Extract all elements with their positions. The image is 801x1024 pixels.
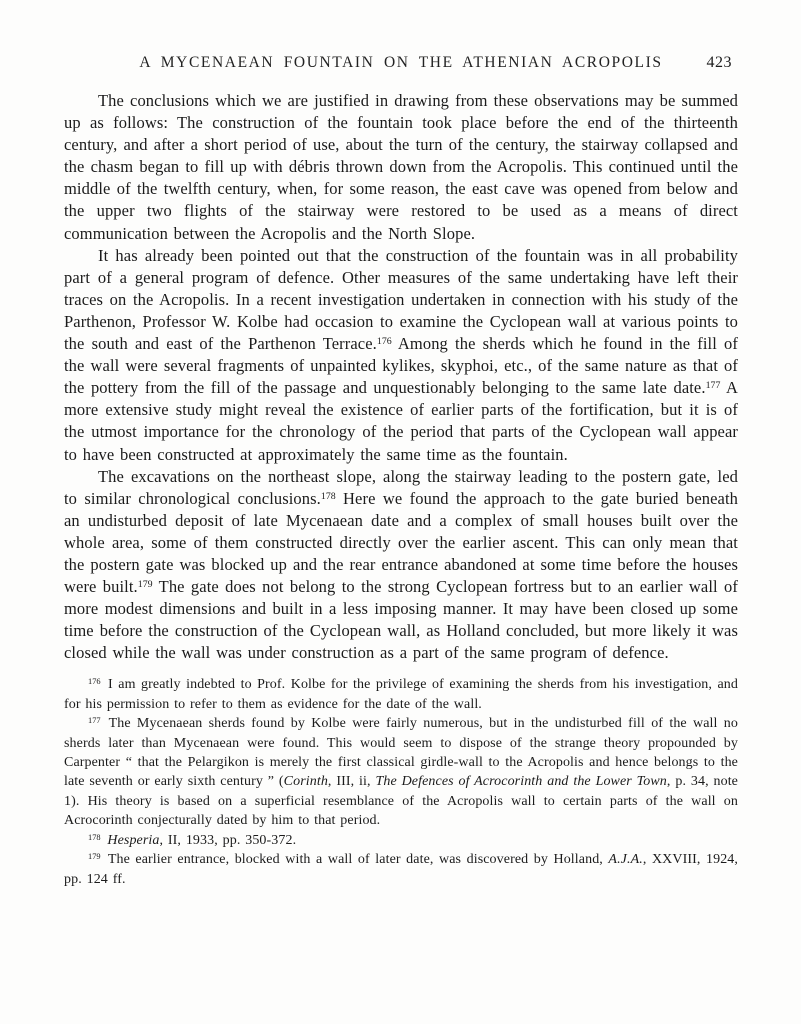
page-content	[64, 54, 738, 889]
body-paragraph-1: The conclusions which we are justified in drawing from these observations may be summed up as follows: The construction of the fountain took place before the end of the thirteenth century, and after a short period of use, about the turn of the century, the stairway collapsed and the chasm began to fill up with débris thrown down from the Acropolis. This continued until the middle of the twelfth century, when, for some reason, the east cave was opened from below and the upper two flights of the stairway were restored to be used as a means of direct communication between the Acropolis and the North Slope.	[64, 91, 738, 243]
footnote-176: $^{176}$ I am greatly indebted to Prof. Kolbe for the privilege of examining the sherds from his investigation, and for his permission to refer to them as evidence for the date of the wall.	[64, 677, 738, 712]
running-head	[64, 54, 738, 74]
body-paragraph-2: It has already been pointed out that the construction of the fountain was in all probability part of a general program of defence. Other measures of the same undertaking have left their traces on the Acropolis. In a recent investigation undertaken in connection with his study of the Parthenon, Professor W. Kolbe had occasion to examine the Cyclopean wall at various points to the south and east of the Parthenon Terrace.$^{176}$ Among the sherds which he found in the fill of the wall were several fragments of unpainted kylikes, skyphoi, etc., of the same nature as that of the pottery from the fill of the passage and unquestionably belonging to the same late date.$^{177}$ A more extensive study might reveal the existence of earlier parts of the fortification, but it is of the utmost importance for the chronology of the period that parts of the Cyclopean wall appear to have been constructed at approximately the same time as the fountain.	[64, 245, 739, 464]
article-body	[64, 90, 738, 664]
body-paragraph-3: The excavations on the northeast slope, along the stairway leading to the postern gate, led to similar chronological conclusions.$^{178}$ Here we found the approach to the gate buried beneath an undisturbed deposit of late Mycenaean date and a complex of small houses built over the whole area, some of them constructed directly over the earlier ascent. This can only mean that the postern gate was blocked up and the rear entrance abandoned at some time before the houses were built.$^{179}$ The gate does not belong to the strong Cyclopean fortress but to an earlier wall of more modest dimensions and built in a less imposing manner. It may have been closed up some time before the construction of the Cyclopean wall, as Holland concluded, but more likely it was closed while the wall was under construction as a part of the same program of defence.	[64, 466, 738, 663]
footnote-179: $^{179}$ The earlier entrance, blocked with a wall of later date, was discovered by Holland, A.J.A., XXVIII, 1924, pp. 124 ff.	[64, 852, 739, 887]
page-number: 423	[706, 54, 732, 71]
footnotes-section	[64, 675, 738, 888]
footnote-178: $^{178}$ Hesperia, II, 1933, pp. 350-372.	[88, 832, 297, 848]
footnote-177: $^{177}$ The Mycenaean sherds found by Kolbe were fairly numerous, but in the undisturbed fill of the wall no sherds later than Mycenaean were found. This would seem to dispose of the strange theory propounded by Carpenter “ that the Pelargikon is merely the first classical girdle-wall to the Acropolis and hence belongs to the late seventh or early sixth century ” (Corinth, III, ii, The Defences of Acrocorinth and the Lower Town, p. 34, note 1). His theory is based on a superficial resemblance of the Acropolis wall to certain parts of the wall on Acrocorinth conjecturally dated by him to that period.	[64, 716, 738, 829]
running-title: A MYCENAEAN FOUNTAIN ON THE ATHENIAN ACROPOLIS	[139, 54, 663, 71]
